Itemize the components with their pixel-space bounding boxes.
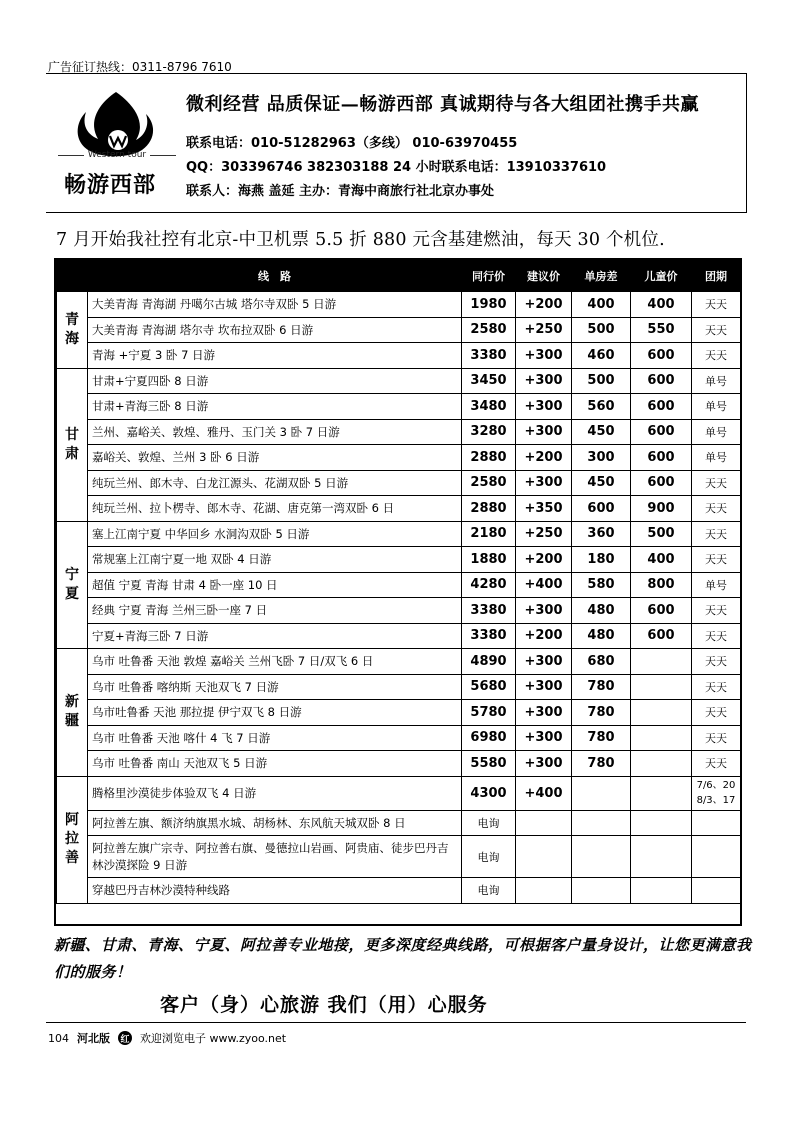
route-cell: 乌市 吐鲁番 天池 敦煌 嘉峪关 兰州飞卧 7 日/双飞 6 日 bbox=[88, 649, 462, 675]
single-supplement-cell: 780 bbox=[572, 674, 631, 700]
child-price-cell: 600 bbox=[631, 470, 692, 496]
departure-cell: 单号 bbox=[692, 572, 741, 598]
price-cell: 1980 bbox=[462, 292, 516, 318]
child-price-cell: 400 bbox=[631, 547, 692, 573]
table-row bbox=[57, 394, 741, 420]
price-cell: 2180 bbox=[462, 521, 516, 547]
footer-rule bbox=[46, 1022, 746, 1023]
service-motto: 客户（身）心旅游 我们（用）心服务 bbox=[160, 994, 488, 1016]
child-price-cell: 500 bbox=[631, 521, 692, 547]
child-price-cell bbox=[631, 751, 692, 777]
table-row bbox=[57, 776, 741, 810]
departure-cell: 天天 bbox=[692, 751, 741, 777]
header-suggest: 建议价 bbox=[516, 261, 572, 292]
header-region-blank bbox=[57, 261, 88, 292]
route-cell: 纯玩兰州、拉卜楞寺、郎木寺、花湖、唐克第一湾双卧 6 日 bbox=[88, 496, 462, 522]
ad-hotline: 广告征订热线：0311-8796 7610 bbox=[48, 60, 232, 74]
contact-people: 联系人：海燕 盖延 主办：青海中商旅行社北京办事处 bbox=[186, 184, 495, 199]
brand-badge-icon: 红 bbox=[118, 1031, 132, 1045]
child-price-cell: 600 bbox=[631, 394, 692, 420]
region-label: 甘 肃 bbox=[57, 368, 88, 521]
table-row bbox=[57, 419, 741, 445]
header-single-supplement: 单房差 bbox=[572, 261, 631, 292]
route-cell: 甘肃+青海三卧 8 日游 bbox=[88, 394, 462, 420]
table-row bbox=[57, 292, 741, 318]
route-cell: 塞上江南宁夏 中华回乡 水洞沟双卧 5 日游 bbox=[88, 521, 462, 547]
route-cell: 经典 宁夏 青海 兰州三卧一座 7 日 bbox=[88, 598, 462, 624]
promo-text: 新疆、甘肃、青海、宁夏、阿拉善专业地接，更多深度经典线路，可根据客户量身设计，让您更满意我们的服务！ bbox=[54, 936, 752, 981]
suggest-price-cell bbox=[516, 836, 572, 878]
header-right-rule bbox=[746, 73, 747, 213]
child-price-cell: 600 bbox=[631, 419, 692, 445]
single-supplement-cell: 780 bbox=[572, 725, 631, 751]
table-body bbox=[57, 292, 741, 904]
price-cell: 3280 bbox=[462, 419, 516, 445]
table-row bbox=[57, 836, 741, 878]
child-price-cell bbox=[631, 700, 692, 726]
route-cell: 嘉峪关、敦煌、兰州 3 卧 6 日游 bbox=[88, 445, 462, 471]
departure-cell: 天天 bbox=[692, 521, 741, 547]
suggest-price-cell: +300 bbox=[516, 649, 572, 675]
departure-cell: 天天 bbox=[692, 598, 741, 624]
region-label: 宁 夏 bbox=[57, 521, 88, 649]
header-price: 同行价 bbox=[462, 261, 516, 292]
table-row bbox=[57, 496, 741, 522]
price-cell: 5680 bbox=[462, 674, 516, 700]
route-cell: 阿拉善左旗广宗寺、阿拉善右旗、曼德拉山岩画、阿贵庙、徒步巴丹吉林沙漠探险 9 日游 bbox=[88, 836, 462, 878]
child-price-cell: 600 bbox=[631, 445, 692, 471]
table-row bbox=[57, 368, 741, 394]
price-cell: 3380 bbox=[462, 343, 516, 369]
table-row bbox=[57, 445, 741, 471]
header-top-rule bbox=[46, 73, 746, 74]
header-route: 线 路 bbox=[88, 261, 462, 292]
departure-cell bbox=[692, 878, 741, 904]
child-price-cell: 900 bbox=[631, 496, 692, 522]
table-row bbox=[57, 547, 741, 573]
departure-cell: 天天 bbox=[692, 292, 741, 318]
price-cell: 6980 bbox=[462, 725, 516, 751]
region-label: 阿 拉 善 bbox=[57, 776, 88, 903]
header-departure: 团期 bbox=[692, 261, 741, 292]
departure-cell: 天天 bbox=[692, 674, 741, 700]
departure-cell: 天天 bbox=[692, 547, 741, 573]
suggest-price-cell: +300 bbox=[516, 700, 572, 726]
qq-line: QQ：303396746 382303188 24 小时联系电话：13910337610 bbox=[186, 160, 607, 175]
suggest-price-cell: +300 bbox=[516, 598, 572, 624]
edition-label: 河北版 bbox=[77, 1032, 110, 1045]
single-supplement-cell: 560 bbox=[572, 394, 631, 420]
route-cell: 青海 +宁夏 3 卧 7 日游 bbox=[88, 343, 462, 369]
table-row bbox=[57, 674, 741, 700]
single-supplement-cell: 600 bbox=[572, 496, 631, 522]
header-child-price: 儿童价 bbox=[631, 261, 692, 292]
departure-cell: 天天 bbox=[692, 649, 741, 675]
departure-cell: 天天 bbox=[692, 700, 741, 726]
table-row bbox=[57, 623, 741, 649]
child-price-cell bbox=[631, 776, 692, 810]
price-cell: 3380 bbox=[462, 623, 516, 649]
suggest-price-cell: +300 bbox=[516, 419, 572, 445]
suggest-price-cell: +300 bbox=[516, 751, 572, 777]
departure-cell: 天天 bbox=[692, 623, 741, 649]
table-row bbox=[57, 649, 741, 675]
route-cell: 甘肃+宁夏四卧 8 日游 bbox=[88, 368, 462, 394]
suggest-price-cell bbox=[516, 810, 572, 836]
single-supplement-cell: 450 bbox=[572, 419, 631, 445]
price-cell: 2580 bbox=[462, 470, 516, 496]
child-price-cell bbox=[631, 810, 692, 836]
logo-subtitle bbox=[58, 150, 176, 160]
route-cell: 兰州、嘉峪关、敦煌、雅丹、玉门关 3 卧 7 日游 bbox=[88, 419, 462, 445]
single-supplement-cell: 580 bbox=[572, 572, 631, 598]
price-cell: 4280 bbox=[462, 572, 516, 598]
welcome-link-text: 欢迎浏览电子 www.zyoo.net bbox=[140, 1032, 287, 1045]
route-cell: 腾格里沙漠徒步体验双飞 4 日游 bbox=[88, 776, 462, 810]
child-price-cell: 550 bbox=[631, 317, 692, 343]
suggest-price-cell: +200 bbox=[516, 547, 572, 573]
departure-cell: 单号 bbox=[692, 394, 741, 420]
route-cell: 乌市 吐鲁番 喀纳斯 天池双飞 7 日游 bbox=[88, 674, 462, 700]
route-cell: 大美青海 青海湖 塔尔寺 坎布拉双卧 6 日游 bbox=[88, 317, 462, 343]
table-row bbox=[57, 810, 741, 836]
departure-cell: 单号 bbox=[692, 445, 741, 471]
route-cell: 超值 宁夏 青海 甘肃 4 卧一座 10 日 bbox=[88, 572, 462, 598]
suggest-price-cell: +300 bbox=[516, 368, 572, 394]
child-price-cell: 600 bbox=[631, 343, 692, 369]
single-supplement-cell: 460 bbox=[572, 343, 631, 369]
single-supplement-cell bbox=[572, 836, 631, 878]
suggest-price-cell: +200 bbox=[516, 623, 572, 649]
company-slogan: 微利经营 品质保证—畅游西部 真诚期待与各大组团社携手共赢 bbox=[186, 94, 700, 115]
route-cell: 乌市吐鲁番 天池 那拉提 伊宁双飞 8 日游 bbox=[88, 700, 462, 726]
table-header-row bbox=[57, 261, 741, 292]
table-row bbox=[57, 751, 741, 777]
route-cell: 阿拉善左旗、额济纳旗黑水城、胡杨林、东风航天城双卧 8 日 bbox=[88, 810, 462, 836]
child-price-cell bbox=[631, 649, 692, 675]
departure-cell: 天天 bbox=[692, 343, 741, 369]
price-cell: 2880 bbox=[462, 496, 516, 522]
price-cell: 1880 bbox=[462, 547, 516, 573]
logo-brand-en: Western tour bbox=[87, 150, 147, 160]
header-separator bbox=[46, 212, 746, 213]
single-supplement-cell: 450 bbox=[572, 470, 631, 496]
price-cell: 4890 bbox=[462, 649, 516, 675]
table-row bbox=[57, 343, 741, 369]
departure-cell: 天天 bbox=[692, 470, 741, 496]
single-supplement-cell: 480 bbox=[572, 623, 631, 649]
single-supplement-cell: 500 bbox=[572, 368, 631, 394]
single-supplement-cell: 480 bbox=[572, 598, 631, 624]
table-row bbox=[57, 470, 741, 496]
route-cell: 纯玩兰州、郎木寺、白龙江源头、花湖双卧 5 日游 bbox=[88, 470, 462, 496]
child-price-cell: 800 bbox=[631, 572, 692, 598]
region-label: 新 疆 bbox=[57, 649, 88, 777]
flight-headline: 7 月开始我社控有北京-中卫机票 5.5 折 880 元含基建燃油，每天 30 个机位. bbox=[56, 230, 665, 250]
route-cell: 穿越巴丹吉林沙漠特种线路 bbox=[88, 878, 462, 904]
table-row bbox=[57, 317, 741, 343]
suggest-price-cell: +200 bbox=[516, 292, 572, 318]
child-price-cell bbox=[631, 674, 692, 700]
child-price-cell bbox=[631, 878, 692, 904]
single-supplement-cell: 680 bbox=[572, 649, 631, 675]
suggest-price-cell: +200 bbox=[516, 445, 572, 471]
child-price-cell: 600 bbox=[631, 598, 692, 624]
route-cell: 乌市 吐鲁番 南山 天池双飞 5 日游 bbox=[88, 751, 462, 777]
suggest-price-cell: +300 bbox=[516, 725, 572, 751]
departure-cell: 天天 bbox=[692, 317, 741, 343]
table-row bbox=[57, 572, 741, 598]
table-row bbox=[57, 725, 741, 751]
suggest-price-cell: +400 bbox=[516, 776, 572, 810]
single-supplement-cell: 300 bbox=[572, 445, 631, 471]
route-cell: 大美青海 青海湖 丹噶尔古城 塔尔寺双卧 5 日游 bbox=[88, 292, 462, 318]
route-cell: 乌市 吐鲁番 天池 喀什 4 飞 7 日游 bbox=[88, 725, 462, 751]
suggest-price-cell: +300 bbox=[516, 343, 572, 369]
departure-cell: 天天 bbox=[692, 725, 741, 751]
table-row bbox=[57, 700, 741, 726]
departure-cell: 7/6、20 8/3、17 bbox=[692, 776, 741, 810]
single-supplement-cell: 780 bbox=[572, 751, 631, 777]
suggest-price-cell: +300 bbox=[516, 470, 572, 496]
table-row bbox=[57, 598, 741, 624]
price-table bbox=[54, 258, 742, 926]
single-supplement-cell bbox=[572, 878, 631, 904]
child-price-cell: 600 bbox=[631, 623, 692, 649]
suggest-price-cell: +350 bbox=[516, 496, 572, 522]
price-cell: 电询 bbox=[462, 836, 516, 878]
child-price-cell: 600 bbox=[631, 368, 692, 394]
route-cell: 常规塞上江南宁夏一地 双卧 4 日游 bbox=[88, 547, 462, 573]
single-supplement-cell bbox=[572, 776, 631, 810]
price-cell: 5580 bbox=[462, 751, 516, 777]
single-supplement-cell: 400 bbox=[572, 292, 631, 318]
departure-cell: 天天 bbox=[692, 496, 741, 522]
logo-brand-name: 畅游西部 bbox=[64, 172, 157, 198]
price-cell: 2880 bbox=[462, 445, 516, 471]
table-row bbox=[57, 878, 741, 904]
departure-cell bbox=[692, 810, 741, 836]
child-price-cell: 400 bbox=[631, 292, 692, 318]
single-supplement-cell: 180 bbox=[572, 547, 631, 573]
price-cell: 电询 bbox=[462, 810, 516, 836]
price-cell: 3450 bbox=[462, 368, 516, 394]
suggest-price-cell bbox=[516, 878, 572, 904]
suggest-price-cell: +300 bbox=[516, 394, 572, 420]
child-price-cell bbox=[631, 725, 692, 751]
departure-cell: 单号 bbox=[692, 368, 741, 394]
departure-cell: 单号 bbox=[692, 419, 741, 445]
single-supplement-cell: 780 bbox=[572, 700, 631, 726]
price-cell: 电询 bbox=[462, 878, 516, 904]
single-supplement-cell bbox=[572, 810, 631, 836]
footer bbox=[48, 1030, 286, 1046]
table-row bbox=[57, 521, 741, 547]
suggest-price-cell: +250 bbox=[516, 521, 572, 547]
single-supplement-cell: 500 bbox=[572, 317, 631, 343]
departure-cell bbox=[692, 836, 741, 878]
contact-phone: 联系电话：010-51282963（多线） 010-63970455 bbox=[186, 136, 518, 151]
price-cell: 5780 bbox=[462, 700, 516, 726]
route-cell: 宁夏+青海三卧 7 日游 bbox=[88, 623, 462, 649]
price-cell: 3380 bbox=[462, 598, 516, 624]
region-label: 青 海 bbox=[57, 292, 88, 369]
price-cell: 4300 bbox=[462, 776, 516, 810]
suggest-price-cell: +300 bbox=[516, 674, 572, 700]
page-number: 104 bbox=[48, 1031, 69, 1045]
child-price-cell bbox=[631, 836, 692, 878]
price-cell: 3480 bbox=[462, 394, 516, 420]
suggest-price-cell: +400 bbox=[516, 572, 572, 598]
suggest-price-cell: +250 bbox=[516, 317, 572, 343]
price-cell: 2580 bbox=[462, 317, 516, 343]
single-supplement-cell: 360 bbox=[572, 521, 631, 547]
